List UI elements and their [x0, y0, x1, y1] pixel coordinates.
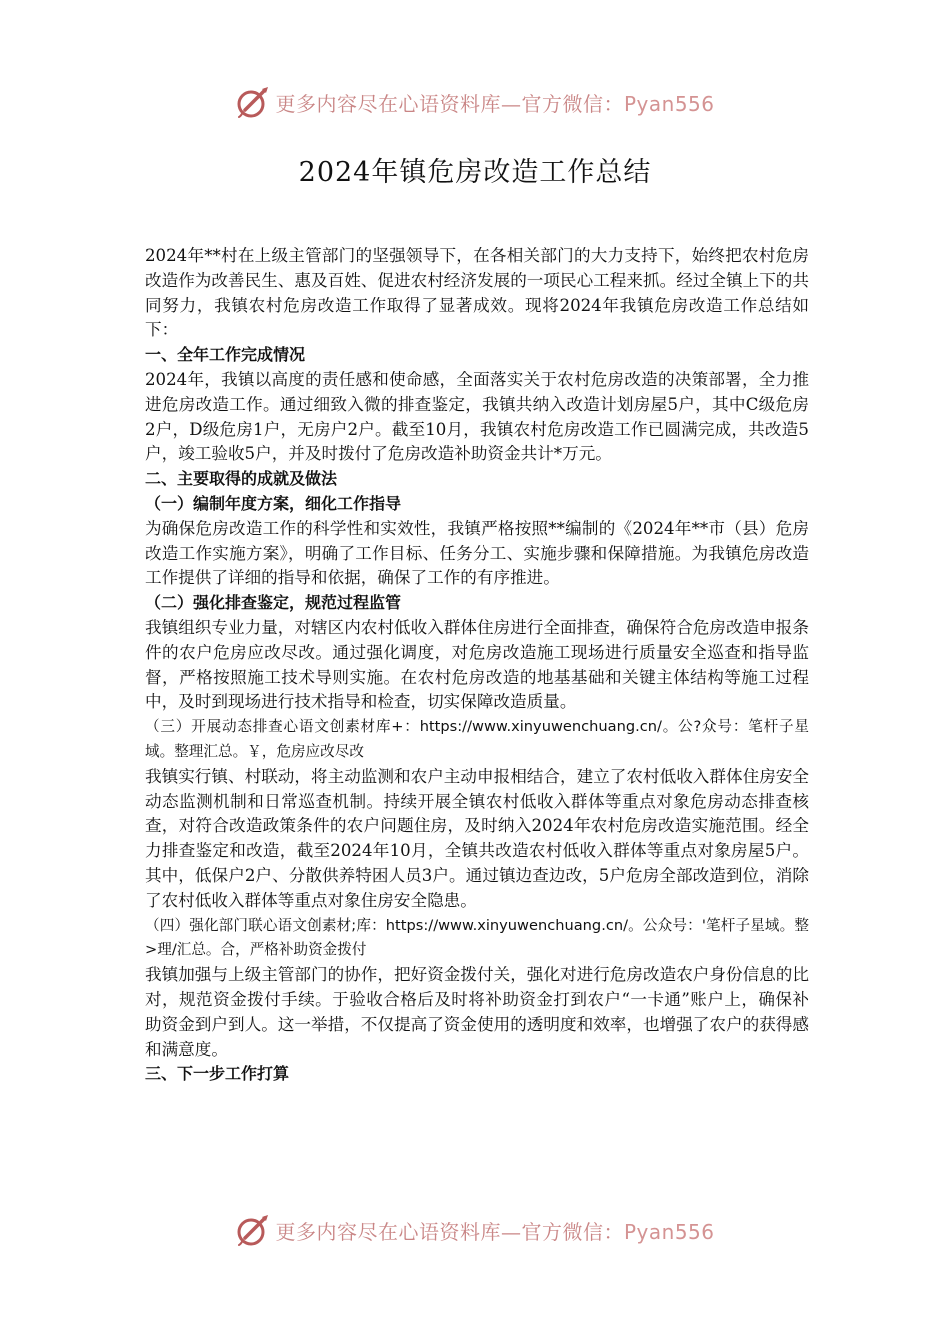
watermark-label: 更多内容尽在心语资料库—官方微信：: [275, 91, 624, 116]
subsection-paragraph-1: 为确保危房改造工作的科学性和实效性，我镇严格按照**编制的《2024年**市（县）危房改造工作实施方案》，明确了工作目标、任务分工、实施步骤和保障措施。为我镇危房改造工作提供了详细的指导和依据，确保了工作的有序推进。: [145, 518, 809, 588]
watermark-text: [275, 88, 714, 117]
subsection-heading-3: （三）开展动态排查心语文创素材库+：https://www.xinyuwenchuang.cn/。公?众号：笔杆子星域。整理汇总。￥，危房应改尽改: [145, 718, 809, 760]
watermark-label: 更多内容尽在心语资料库—官方微信：: [275, 1219, 624, 1244]
watermark-wechat-id: Pyan556: [623, 1219, 715, 1244]
watermark-header: [0, 82, 950, 122]
brush-logo-icon: [235, 84, 271, 120]
subsection-paragraph-4: 我镇加强与上级主管部门的协作，把好资金拨付关，强化对进行危房改造农户身份信息的比对，规范资金拨付手续。于验收合格后及时将补助资金打到农户“一卡通”账户上，确保补助资金到户到人。这一举措，不仅提高了资金使用的透明度和效率，也增强了农户的获得感和满意度。: [145, 965, 809, 1059]
document-title: 2024年镇危房改造工作总结: [298, 157, 652, 188]
subsection-paragraph-3: 我镇实行镇、村联动，将主动监测和农户主动申报相结合，建立了农村低收入群体住房安全动态监测机制和日常巡查机制。持续开展全镇农村低收入群体等重点对象危房动态排查核查，对符合改造政策条件的农户问题住房，及时纳入2024年农村危房改造实施范围。经全力排查鉴定和改造，截至2024年10月，全镇共改造农村低收入群体等重点对象房屋5户。其中，低保户2户、分散供养特困人员3户。通过镇边查边改，5户危房全部改造到位，消除了农村低收入群体等重点对象住房安全隐患。: [145, 766, 809, 910]
section-heading-2: 二、主要取得的成就及做法: [145, 469, 338, 489]
watermark-text: [275, 1216, 714, 1245]
section-paragraph-1: 2024年，我镇以高度的责任感和使命感，全面落实关于农村危房改造的决策部署，全力推进危房改造工作。通过细致入微的排查鉴定，我镇共纳入改造计划房屋5户，其中C级危房2户，D级危房1户，无房户2户。截至10月，我镇农村危房改造工作已圆满完成，共改造5户，竣工验收5户，并及时拨付了危房改造补助资金共计*万元。: [145, 369, 809, 464]
document-body: [145, 244, 809, 1087]
section-heading-3: 三、下一步工作打算: [145, 1064, 290, 1084]
subsection-paragraph-2: 我镇组织专业力量，对辖区内农村低收入群体住房进行全面排查，确保符合危房改造申报条件的农户危房应改尽改。通过强化调度，对危房改造施工现场进行质量安全巡查和指导监督，严格按照施工技术导则实施。在农村危房改造的地基基础和关键主体结构等施工过程中，及时到现场进行技术指导和检查，切实保障改造质量。: [145, 617, 809, 712]
watermark-footer: [0, 1210, 950, 1250]
subsection-heading-2: （二）强化排查鉴定，规范过程监管: [145, 593, 402, 613]
watermark-wechat-id: Pyan556: [623, 91, 715, 116]
intro-paragraph: 2024年**村在上级主管部门的坚强领导下，在各相关部门的大力支持下，始终把农村危房改造作为改善民生、惠及百姓、促进农村经济发展的一项民心工程来抓。经过全镇上下的共同努力，我镇农村危房改造工作取得了显著成效。现将2024年我镇危房改造工作总结如下：: [145, 246, 809, 340]
brush-logo-icon: [235, 1212, 271, 1248]
section-heading-1: 一、全年工作完成情况: [145, 345, 306, 365]
subsection-heading-4: （四）强化部门联心语文创素材;库：https://www.xinyuwenchuang.cn/。公众号：'笔杆子星域。整>理/汇总。合，严格补助资金拨付: [145, 916, 809, 959]
subsection-heading-1: （一）编制年度方案，细化工作指导: [145, 493, 402, 513]
